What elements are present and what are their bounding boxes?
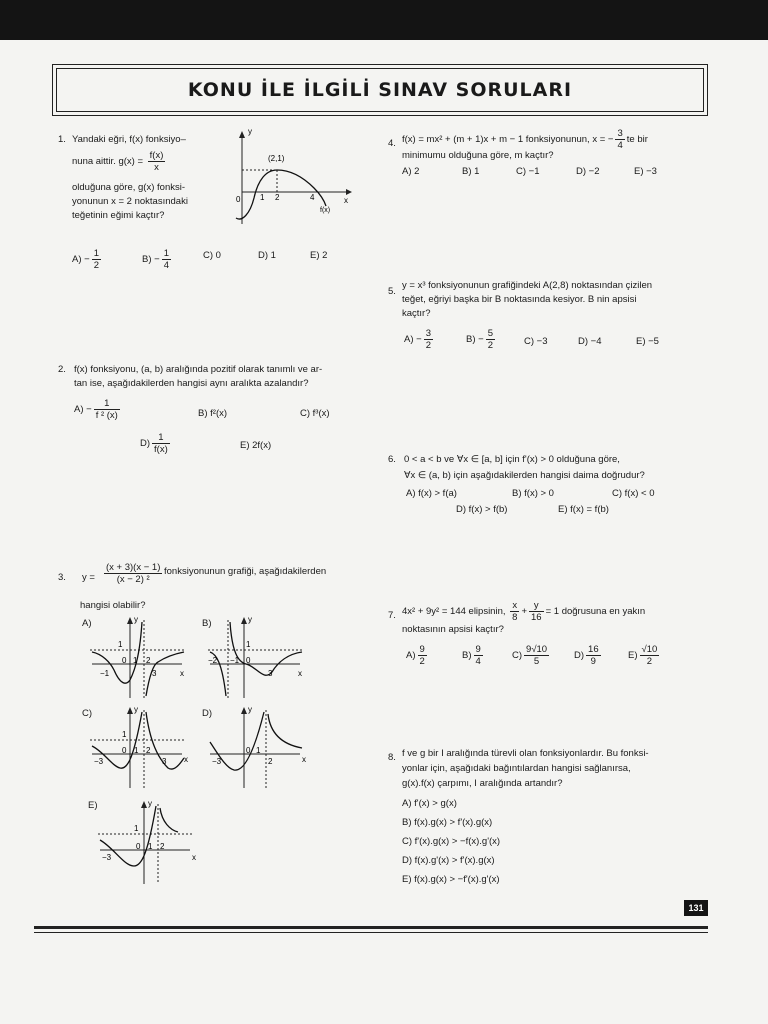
q3a-0: 0 <box>122 656 127 665</box>
q7-f1-den: 8 <box>512 612 518 623</box>
q3a-x: x <box>180 669 184 678</box>
q3c-x: x <box>184 755 188 764</box>
q5-option-b[interactable] <box>466 328 497 351</box>
q7-a-frac <box>418 644 427 667</box>
q3e-1: 1 <box>134 824 139 833</box>
q3b-1: 1 <box>246 640 251 649</box>
q7-option-b[interactable] <box>462 644 485 667</box>
q3e-x: x <box>192 853 196 862</box>
q7-a-num: 9 <box>419 644 425 655</box>
q7-f2-den: 16 <box>531 612 542 623</box>
q5-line-3: kaçtır? <box>402 308 431 319</box>
q3-fraction <box>104 562 162 585</box>
q3a-3: 3 <box>152 669 157 678</box>
q3-option-d-label[interactable]: D) <box>202 708 213 719</box>
q7-plus: + <box>521 606 528 618</box>
q3b-x: x <box>298 669 302 678</box>
q7-a-den: 2 <box>419 656 425 667</box>
q1-option-d[interactable]: D) 1 <box>258 250 276 261</box>
q3a-m1: −1 <box>100 669 110 678</box>
q1-option-b[interactable] <box>142 248 173 271</box>
q1-frac-num: f(x) <box>149 150 164 161</box>
q1-graph-o: 0 <box>236 195 241 204</box>
q2-d-frac <box>152 432 170 455</box>
q6-option-d[interactable]: D) f(x) > f(b) <box>456 504 508 515</box>
q3-graph-d[interactable] <box>206 702 316 790</box>
q1-option-c[interactable]: C) 0 <box>203 250 221 261</box>
q5-option-a[interactable] <box>404 328 435 351</box>
q6-option-b[interactable]: B) f(x) > 0 <box>512 488 554 499</box>
q7-f2-num: y <box>529 600 544 612</box>
q3-frac-den: (x − 2) ² <box>116 574 150 585</box>
q6-line-2: ∀x ∈ (a, b) için aşağıdakilerden hangisi daima doğrudur? <box>404 470 645 481</box>
q5-b-label: B) − <box>466 334 484 346</box>
q8-line-3: g(x).f(x) çarpımı, I aralığında artandır? <box>402 778 563 789</box>
q1-graph-fx: f(x) <box>320 207 331 214</box>
q3-option-a-label[interactable]: A) <box>82 618 92 629</box>
q7-line-2: noktasının apsisi kaçtır? <box>402 624 504 635</box>
q7-e-frac <box>640 644 660 667</box>
q3c-t1: 1 <box>134 746 139 755</box>
q2-option-d[interactable] <box>140 432 172 455</box>
q3c-0: 0 <box>122 746 127 755</box>
q8-option-b[interactable]: B) f(x).g(x) > f'(x).g(x) <box>402 817 493 828</box>
q1-a-num: 1 <box>93 248 99 259</box>
footer-rule-thick <box>34 926 708 929</box>
q3b-m2: −2 <box>208 656 218 665</box>
q3e-0: 0 <box>136 842 141 851</box>
q7-frac-2 <box>529 600 544 623</box>
q7-a-label: A) <box>406 650 416 662</box>
q7-c-label: C) <box>512 650 523 662</box>
q1-b-frac <box>162 248 171 271</box>
q7-number: 7. <box>388 610 396 621</box>
question-6 <box>388 452 708 520</box>
q2-number: 2. <box>58 364 66 375</box>
q2-d-den: f(x) <box>154 444 168 455</box>
q3-option-c-label[interactable]: C) <box>82 708 93 719</box>
q7-line-1-text: 4x² + 9y² = 144 elipsinin, <box>402 606 506 618</box>
q8-line-1: f ve g bir I aralığında türevli olan fonksiyonlardır. Bu fonksi- <box>402 748 649 759</box>
q1-graph-x: x <box>344 196 348 205</box>
q1-line-2 <box>72 150 167 173</box>
q1-line-5: teğetinin eğimi kaçtır? <box>72 210 165 221</box>
q3d-y: y <box>248 705 252 714</box>
top-black-band <box>0 0 768 40</box>
title-box <box>52 64 708 116</box>
q5-line-2: teğet, eğriyi başka bir B noktasında kesiyor. B nin apsisi <box>402 294 637 305</box>
q5-line-1: y = x³ fonksiyonunun grafiğindeki A(2,8) noktasından çizilen <box>402 280 653 291</box>
q1-a-den: 2 <box>93 260 99 271</box>
q8-line-2: yonlar için, aşağıdaki bağıntılardan hangisi sağlanırsa, <box>402 763 631 774</box>
q8-option-a[interactable]: A) f'(x) > g(x) <box>402 798 457 809</box>
q2-option-b[interactable]: B) f²(x) <box>198 408 228 419</box>
q5-a-frac <box>424 328 433 351</box>
q3d-x: x <box>302 755 306 764</box>
question-3 <box>58 562 368 612</box>
q8-option-d[interactable]: D) f(x).g'(x) > f'(x).g(x) <box>402 855 495 866</box>
q1-a-label: A) − <box>72 254 90 266</box>
q1-option-e[interactable]: E) 2 <box>310 250 328 261</box>
q3e-y: y <box>148 799 152 808</box>
q3-y: y = <box>82 572 95 583</box>
q2-line-2: tan ise, aşağıdakilerden hangisi aynı aralıkta azalandır? <box>74 378 309 389</box>
q3b-3: 3 <box>268 669 273 678</box>
q4-frac-num: 3 <box>617 128 623 139</box>
q5-option-c[interactable]: C) −3 <box>524 336 548 347</box>
q3d-1: 1 <box>256 746 261 755</box>
q2-a-num: 1 <box>94 398 120 410</box>
q7-d-label: D) <box>574 650 585 662</box>
q7-c-frac <box>524 644 549 667</box>
q3b-0: 0 <box>246 656 251 665</box>
q3b-m1: −1 <box>230 656 240 665</box>
q5-b-den: 2 <box>487 340 493 351</box>
q5-a-den: 2 <box>425 340 431 351</box>
q1-option-a[interactable] <box>72 248 103 271</box>
q3c-2: 2 <box>146 746 151 755</box>
q1-a-frac <box>92 248 101 271</box>
q7-e-num: √10 <box>641 644 658 655</box>
q7-d-num: 16 <box>588 644 599 655</box>
q3c-y: y <box>134 705 138 714</box>
q1-number: 1. <box>58 134 66 145</box>
q6-option-c[interactable]: C) f(x) < 0 <box>612 488 655 499</box>
q3-graph-e[interactable] <box>96 796 206 886</box>
q2-option-c[interactable]: C) f³(x) <box>300 408 330 419</box>
q2-option-e[interactable]: E) 2f(x) <box>240 440 272 451</box>
q1-line-4: yonunun x = 2 noktasındaki <box>72 196 188 207</box>
q7-option-d[interactable] <box>574 644 603 667</box>
q4-option-d[interactable]: D) −2 <box>576 166 600 177</box>
q5-b-frac <box>486 328 495 351</box>
q7-e-label: E) <box>628 650 638 662</box>
q2-d-label: D) <box>140 438 151 450</box>
q1-line-2-text: nuna aittir. g(x) = <box>72 156 144 168</box>
q3-option-b-label[interactable]: B) <box>202 618 212 629</box>
q3a-y: y <box>134 615 138 624</box>
question-4 <box>388 128 708 188</box>
q1-graph <box>222 128 352 224</box>
q3d-0: 0 <box>246 746 251 755</box>
q3-frac-num: (x + 3)(x − 1) <box>106 562 161 573</box>
q3a-t1: 1 <box>133 656 138 665</box>
q7-d-frac <box>586 644 601 667</box>
q7-b-den: 4 <box>475 656 481 667</box>
q8-option-e[interactable]: E) f(x).g(x) > −f'(x).g'(x) <box>402 874 500 885</box>
q7-option-c[interactable] <box>512 644 551 667</box>
footer-rule-thin <box>34 932 708 933</box>
q8-number: 8. <box>388 752 396 763</box>
q1-b-den: 4 <box>163 260 169 271</box>
page-number-badge <box>684 900 708 916</box>
q1-graph-t1: 1 <box>260 193 265 202</box>
q1-fraction <box>148 150 166 173</box>
q7-c-den: 5 <box>533 656 540 667</box>
q7-frac-1 <box>510 600 519 623</box>
q5-b-num: 5 <box>487 328 493 339</box>
q6-line-1: 0 < a < b ve ∀x ∈ [a, b] için f'(x) > 0 olduğuna göre, <box>404 454 620 465</box>
q3d-m3: −3 <box>212 757 222 766</box>
q3-option-e-label[interactable]: E) <box>88 800 98 811</box>
q3e-2: 2 <box>160 842 165 851</box>
q1-graph-t2: 2 <box>275 193 280 202</box>
q3-line-2: hangisi olabilir? <box>80 600 146 611</box>
q1-frac-den: x <box>154 162 159 173</box>
q4-option-c[interactable]: C) −1 <box>516 166 540 177</box>
q1-graph-y: y <box>248 128 252 136</box>
q4-frac-den: 4 <box>617 140 623 151</box>
q2-option-a[interactable] <box>74 398 122 421</box>
q2-options <box>74 396 364 460</box>
q4-fraction <box>615 128 624 151</box>
page-title: KONU İLE İLGİLİ SINAV SORULARI <box>187 79 573 101</box>
q3-graph-a[interactable] <box>88 612 198 700</box>
q3a-2: 2 <box>146 656 151 665</box>
q1-b-num: 1 <box>163 248 169 259</box>
q5-number: 5. <box>388 286 396 297</box>
q3c-3: 3 <box>162 757 167 766</box>
q4-number: 4. <box>388 138 396 149</box>
q7-option-a[interactable] <box>406 644 429 667</box>
q1-graph-t4: 4 <box>310 193 315 202</box>
q7-b-num: 9 <box>475 644 481 655</box>
q4-line-2: minimumu olduğuna göre, m kaçtır? <box>402 150 554 161</box>
q7-line-1-end: = 1 doğrusuna en yakın <box>545 606 646 618</box>
q3-line-1: fonksiyonunun grafiği, aşağıdakilerden <box>164 566 327 577</box>
q7-e-den: 2 <box>646 656 653 667</box>
q5-option-e[interactable]: E) −5 <box>636 336 659 347</box>
question-5 <box>388 278 708 354</box>
q2-a-frac <box>94 398 120 421</box>
q7-line-1 <box>402 600 645 623</box>
q1-options <box>72 244 352 272</box>
q1-graph-point: (2,1) <box>268 154 285 163</box>
q2-line-1: f(x) fonksiyonu, (a, b) aralığında pozitif olarak tanımlı ve ar- <box>74 364 323 375</box>
q4-option-b[interactable]: B) 1 <box>462 166 480 177</box>
q7-d-den: 9 <box>590 656 596 667</box>
q1-line-3: olduğuna göre, g(x) fonksi- <box>72 182 186 193</box>
q3-graph-b[interactable] <box>206 612 316 700</box>
question-8 <box>388 746 708 886</box>
q4-option-e[interactable]: E) −3 <box>634 166 657 177</box>
q3c-1: 1 <box>122 730 127 739</box>
q7-option-e[interactable] <box>628 644 661 667</box>
q3e-m3: −3 <box>102 853 112 862</box>
q1-line-1: Yandaki eğri, f(x) fonksiyo– <box>72 134 186 145</box>
q3b-y: y <box>248 615 252 624</box>
q8-option-c[interactable]: C) f'(x).g(x) > −f(x).g'(x) <box>402 836 501 847</box>
q4-line-1-end: te bir <box>626 134 648 146</box>
q5-a-num: 3 <box>425 328 431 339</box>
q7-b-label: B) <box>462 650 472 662</box>
q6-option-a[interactable]: A) f(x) > f(a) <box>406 488 457 499</box>
q3e-t1: 1 <box>148 842 153 851</box>
q7-c-num: 9√10 <box>526 644 548 655</box>
title-inner-frame <box>56 68 704 112</box>
q3a-1: 1 <box>118 640 123 649</box>
q5-option-d[interactable]: D) −4 <box>578 336 602 347</box>
q2-d-num: 1 <box>152 432 170 444</box>
q1-b-label: B) − <box>142 254 160 266</box>
q3d-2: 2 <box>268 757 273 766</box>
q4-option-a[interactable]: A) 2 <box>402 166 420 177</box>
q7-f1-num: x <box>510 600 519 612</box>
q3-graph-c[interactable] <box>88 702 198 790</box>
q4-line-1-text: f(x) = mx² + (m + 1)x + m − 1 fonksiyonunun, x = − <box>402 134 614 146</box>
q6-option-e[interactable]: E) f(x) = f(b) <box>558 504 609 515</box>
page-number: 131 <box>688 903 704 913</box>
question-7 <box>388 600 708 680</box>
q6-number: 6. <box>388 454 396 465</box>
q2-a-label: A) − <box>74 404 92 416</box>
q2-a-den: f ² (x) <box>95 410 118 421</box>
q3-number: 3. <box>58 572 66 583</box>
q5-a-label: A) − <box>404 334 422 346</box>
q7-b-frac <box>474 644 483 667</box>
q3c-m3: −3 <box>94 757 104 766</box>
